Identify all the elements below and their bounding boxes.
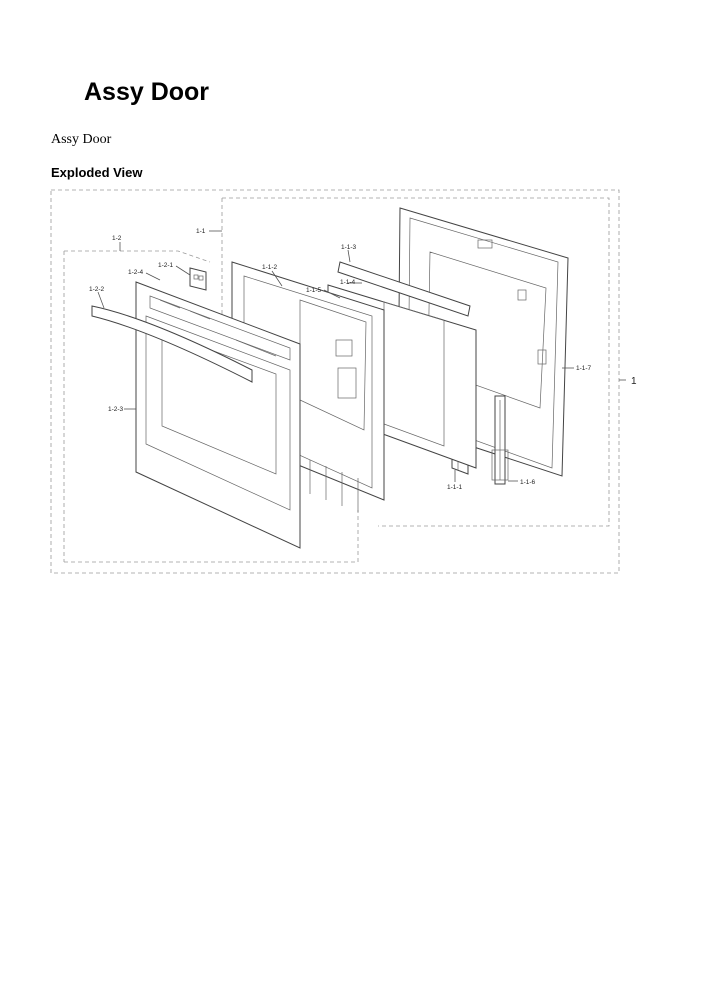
callout-1-1-1: 1-1-1 bbox=[447, 484, 463, 491]
callout-1-1: 1-1 bbox=[196, 228, 206, 235]
callout-1-1-3: 1-1-3 bbox=[341, 244, 357, 251]
part-bracket bbox=[190, 268, 206, 290]
page-subtitle: Assy Door bbox=[51, 132, 112, 147]
callout-1-1-5: 1-1-5 bbox=[306, 287, 322, 294]
section-heading: Exploded View bbox=[51, 165, 143, 180]
callout-1-2-2: 1-2-2 bbox=[89, 286, 105, 293]
callout-1-1-4: 1-1-4 bbox=[340, 279, 356, 286]
callout-1-1-6: 1-1-6 bbox=[520, 479, 536, 486]
callout-1: 1 bbox=[631, 376, 637, 387]
callout-1-2-3: 1-2-3 bbox=[108, 406, 124, 413]
callout-1-1-7: 1-1-7 bbox=[576, 365, 592, 372]
callout-1-2: 1-2 bbox=[112, 235, 122, 242]
callout-1-1-2: 1-1-2 bbox=[262, 264, 278, 271]
callout-1-2-1: 1-2-1 bbox=[158, 262, 174, 269]
callout-1-2-4: 1-2-4 bbox=[128, 269, 144, 276]
page-title: Assy Door bbox=[84, 78, 210, 106]
assembly-1-2-boundary bbox=[64, 251, 210, 262]
